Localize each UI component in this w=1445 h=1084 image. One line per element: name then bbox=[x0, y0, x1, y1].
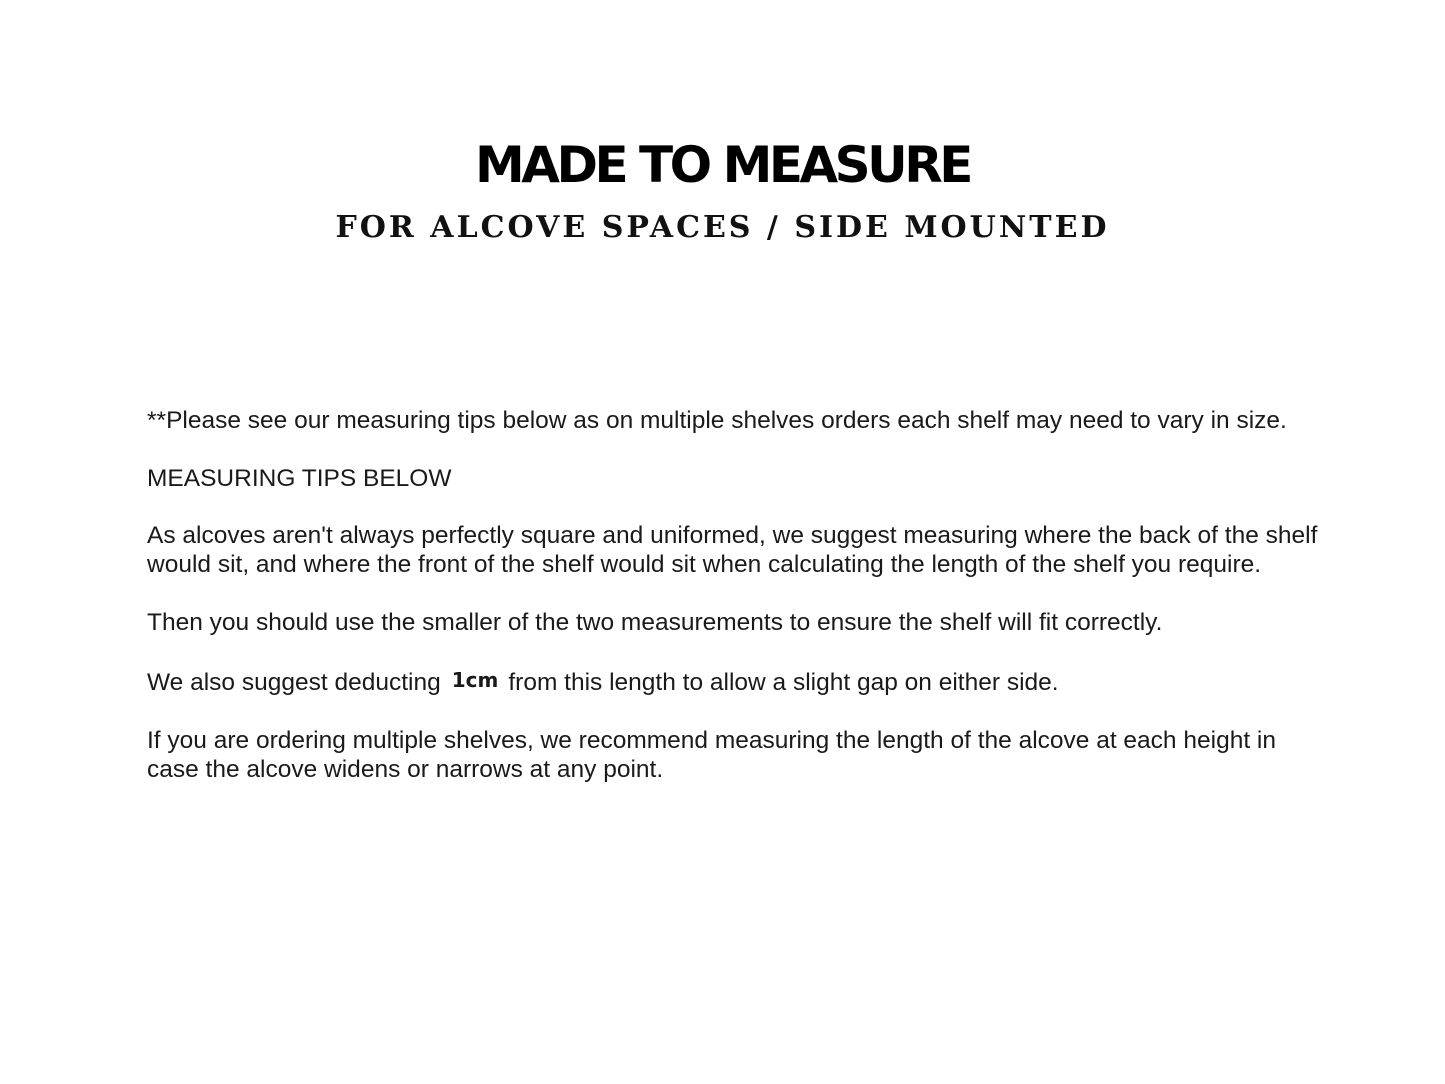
tip-deduct-paragraph bbox=[147, 666, 1327, 698]
tip-deduct-text-after: from this length to allow a slight gap on either side. bbox=[508, 669, 1059, 697]
tip-alcoves-paragraph: As alcoves aren't always perfectly square and uniformed, we suggest measuring where the back of the shelf would sit, and where the front of the shelf would sit when calculating the length of the shelf you require. bbox=[147, 522, 1318, 578]
page-title: MADE TO MEASURE bbox=[475, 136, 970, 194]
tip-smaller-paragraph: Then you should use the smaller of the two measurements to ensure the shelf will fit correctly. bbox=[147, 608, 1163, 636]
intro-paragraph: **Please see our measuring tips below as on multiple shelves orders each shelf may need to vary in size. bbox=[147, 407, 1287, 434]
tips-heading: MEASURING TIPS BELOW bbox=[147, 464, 452, 492]
tip-multiple-paragraph: If you are ordering multiple shelves, we recommend measuring the length of the alcove at each height in case the alcove widens or narrows at any point. bbox=[147, 726, 1276, 783]
page-subtitle: FOR ALCOVE SPACES / SIDE MOUNTED bbox=[335, 210, 1110, 245]
deduct-measurement-value: 1cm bbox=[451, 668, 499, 693]
tip-deduct-text-before: We also suggest deducting bbox=[147, 669, 441, 697]
measuring-info bbox=[147, 407, 1327, 813]
